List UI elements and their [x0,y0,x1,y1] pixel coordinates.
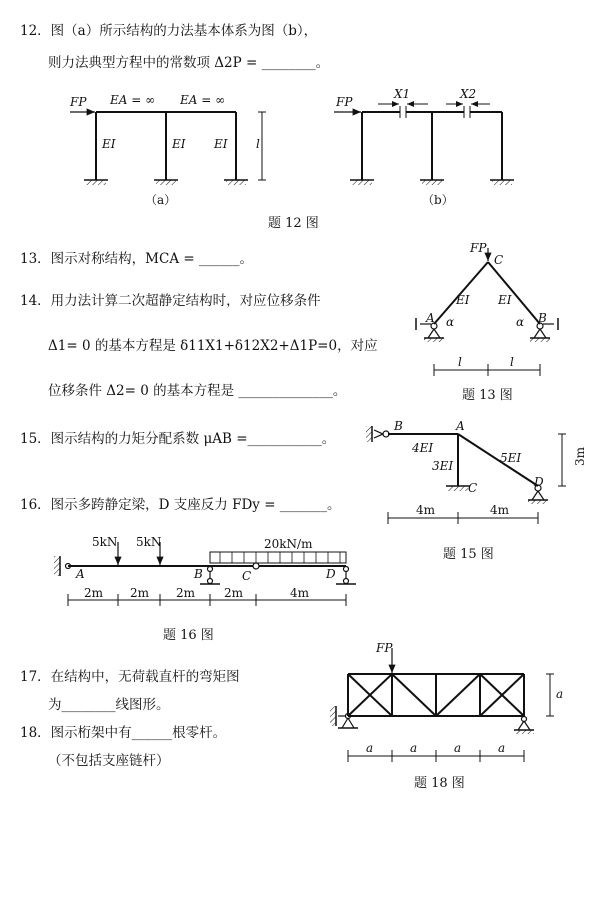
q12a-l: l [256,137,260,151]
q13-c: C [494,253,504,267]
q18-span1: a [366,741,374,755]
q12b-x2: X2 [460,87,477,101]
q12a-ei2: EI [172,137,186,151]
q15-line1: 15．图示结构的力矩分配系数 μAB =___________。 [20,431,336,447]
q18-span2: a [410,741,418,755]
q15-c: C [468,481,478,495]
q12b-fp: FP [336,95,353,109]
q12a-fp: FP [70,95,87,109]
q16-span3: 2m [176,586,196,600]
q13-b: B [538,311,547,325]
q15-h: 3m [573,446,587,466]
q15-ei5: 5EI [500,451,522,465]
q15-w2: 4m [490,503,510,517]
q16-p1: 5kN [92,535,118,549]
q16-a: A [76,567,85,581]
q12-line2: 则力法典型方程中的常数项 Δ2P = ________。 [48,55,330,71]
q18-fp: FP [376,641,393,655]
q17-line1: 17．在结构中，无荷载直杆的弯矩图 [20,669,240,685]
q16-span5: 4m [290,586,310,600]
q15-ei3: 3EI [432,459,454,473]
q16-span2: 2m [130,586,150,600]
q16-line1: 16．图示多跨静定梁，D 支座反力 FDy = _______。 [20,497,341,513]
q13-alpha1: α [446,315,455,329]
q13-line1: 13．图示对称结构，MCA = ______。 [20,251,253,267]
q16-c: C [242,569,252,583]
q16-p2: 5kN [136,535,162,549]
q13-l2: l [510,355,514,369]
q16-span1: 2m [84,586,104,600]
q13-ei2: EI [498,293,512,307]
q18-line2: （不包括支座链杆） [48,753,170,769]
q13-a: A [426,311,435,325]
q12a-ea2: EA = ∞ [180,93,226,107]
q12a-label: （a） [145,193,177,207]
q12a-ei1: EI [102,137,116,151]
q14-line2: Δ1= 0 的基本方程是 δ11X1+δ12X2+Δ1P=0，对应 [48,338,378,354]
q15-caption: 题 15 图 [443,547,494,562]
q18-figure [330,648,554,762]
q15-ei4: 4EI [412,441,434,455]
q16-span4: 2m [224,586,244,600]
q14-line3: 位移条件 Δ2= 0 的基本方程是 ______________。 [48,383,347,399]
q15-b: B [394,419,403,433]
q13-figure [416,248,558,376]
q12-figure-a [70,112,266,185]
q12-line1: 12．图（a）所示结构的力法基本体系为图（b）， [20,23,318,39]
q16-caption: 题 16 图 [163,628,214,643]
q12-figure-b [334,104,514,185]
q13-caption: 题 13 图 [462,388,513,403]
q18-span4: a [498,741,506,755]
q16-d: D [326,567,336,581]
q12a-ea1: EA = ∞ [110,93,156,107]
q13-alpha2: α [516,315,525,329]
q12a-ei3: EI [214,137,228,151]
q13-fp: FP [470,241,487,255]
q17-line2: 为________线图形。 [48,697,170,713]
q12b-label: （b） [422,193,454,207]
q12b-x1: X1 [394,87,411,101]
q13-ei1: EI [456,293,470,307]
q18-caption: 题 18 图 [414,776,465,791]
q18-span3: a [454,741,462,755]
q15-w1: 4m [416,503,436,517]
q12-caption: 题 12 图 [268,216,319,231]
q14-line1: 14．用力法计算二次超静定结构时，对应位移条件 [20,293,321,309]
q13-l1: l [458,355,462,369]
q15-a: A [456,419,465,433]
q16-q: 20kN/m [264,537,313,551]
q18-h: a [556,687,564,701]
q15-d: D [534,475,544,489]
q16-b: B [194,567,203,581]
q18-line1: 18．图示桁架中有______根零杆。 [20,725,227,741]
